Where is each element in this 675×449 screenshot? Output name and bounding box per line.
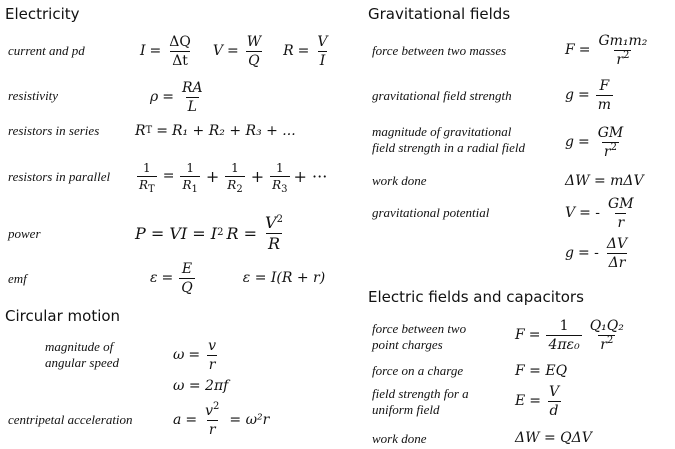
label-uniform-field-2: uniform field [372,402,440,417]
label-angular-speed-2: angular speed [45,355,120,370]
eq-gradient: g = - ΔV Δr [565,235,628,271]
label-centripetal: centripetal acceleration [8,412,133,427]
label-point-charges-1: force between two [372,321,467,336]
label-series: resistors in series [8,123,100,138]
section-heading-electric: Electric fields and capacitors [368,288,584,306]
eq-potential: V = - GM r [565,195,634,231]
eq-resistivity: ρ = $\frac{RA}{L}$ [150,79,203,115]
label-parallel: resistors in parallel [8,169,111,184]
eq-gravitational-force: F = $\frac{\text{Gm₁m₂}}{r^2}$ [565,32,648,68]
label-work-done-gravity: work done [372,173,427,188]
label-field-strength: gravitational field strength [372,88,512,103]
eq-angular-frequency: ω = 2πf [173,378,229,394]
section-heading-gravity: Gravitational fields [368,5,511,23]
eq-centripetal: a = $\frac{v^2}{r}$ = ω²r [173,400,270,438]
eq-radial-field: g = $\frac{GM}{r^2}$ [565,124,624,160]
eq-field-strength: g = $\frac{F}{m}$ [565,77,611,113]
eq-force-charge: F = EQ [515,363,568,379]
label-potential: gravitational potential [372,205,490,220]
label-current-pd: current and pd [8,43,85,58]
eq-angular-speed: ω = $\frac{v}{r}$ [173,337,217,373]
section-heading-electricity: Electricity [5,5,80,23]
eq-uniform-field: E = $\frac{V}{d}$ [515,383,560,419]
label-point-charges-2: point charges [372,337,443,352]
label-power: power [8,226,41,241]
eq-power: P = VI = I 2 R = $\frac{V^2}{R}$ [135,212,283,253]
label-resistivity: resistivity [8,88,59,103]
label-radial-1: magnitude of gravitational [372,124,512,139]
label-force-masses: force between two masses [372,43,507,58]
label-uniform-field-1: field strength for a [372,386,469,401]
eq-work-done-gravity: ΔW = mΔV [565,173,644,189]
eq-series: R T = R₁ + R₂ + R₃ + ... [135,123,296,139]
eq-current: I = $\frac{\Delta Q}{\Delta t}$ V = $\frac{W}{Q}$ R = $\frac{V}{I}$ [140,33,328,69]
label-force-charge: force on a charge [372,363,464,378]
eq-work-done-electric: ΔW = QΔV [515,430,592,446]
eq-parallel: $\frac{1}{R_T}$ = $\frac{1}{R_1}$ + $\frac{1}{R_2}$ + $\frac{1}{R_3}$ + ··· [139,160,328,195]
label-radial-2: field strength in a radial field [372,140,525,155]
label-emf: emf [8,271,27,286]
section-heading-circular: Circular motion [5,307,121,325]
eq-emf: ε = $\frac{E}{Q}$ ε = I(R + r) [150,260,326,296]
eq-coulomb: F = $\frac{1}{\text{4πε₀}}$ Q₁Q₂ $r^2$ [515,317,624,353]
label-work-done-electric: work done [372,431,427,446]
label-angular-speed-1: magnitude of [45,339,114,354]
